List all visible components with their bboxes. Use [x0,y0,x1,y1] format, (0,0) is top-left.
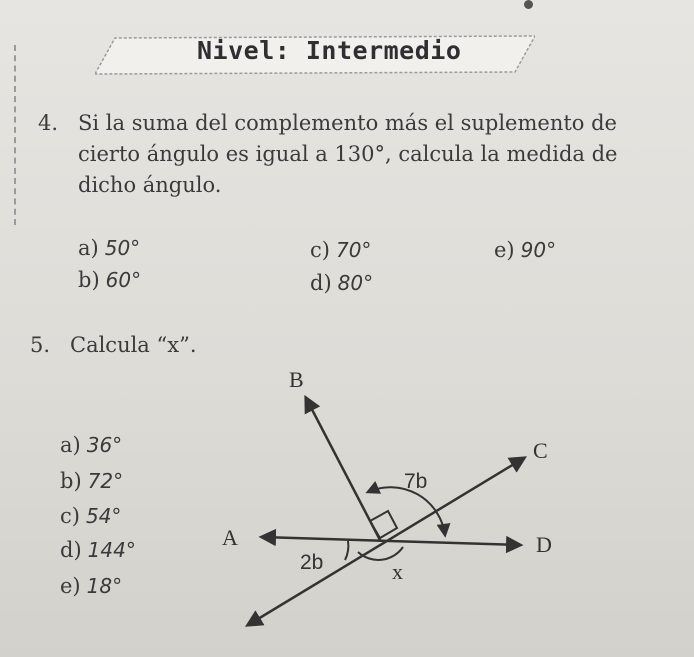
option-value: 144° [87,538,136,562]
option-value: 90° [520,238,557,262]
option-letter: e) [60,574,81,598]
option-value: 50° [104,236,141,260]
level-title: Nivel: Intermedio [197,36,462,65]
option-value: 54° [85,504,122,528]
arc-2b [345,541,348,560]
option-letter: d) [310,271,332,295]
option-value: 36° [86,433,123,457]
problem4-text-line1: Si la suma del complemento más el suplemento de [78,111,617,135]
right-angle-mark [370,511,397,538]
problem4-text-line2: cierto ángulo es igual a 130°, calcula la medida de [78,142,618,166]
option-letter: b) [60,469,82,493]
option-letter: e) [494,238,515,262]
problem5-number: 5. [30,333,51,357]
label-angle-x: x [392,559,403,584]
problem4-text-line3: dicho ángulo. [78,173,222,197]
label-point-c: C [533,438,548,463]
ray-ob [306,398,380,540]
option-value: 80° [337,271,374,295]
problem5-text: Calcula “x”. [70,333,197,357]
option-letter: a) [60,433,81,457]
option-value: 70° [335,238,372,262]
label-point-a: A [222,525,238,550]
option-value: 72° [87,469,124,493]
option-letter: c) [60,504,80,528]
line-c-oblique [248,458,524,625]
label-point-d: D [536,532,552,557]
option-letter: b) [78,268,100,292]
option-letter: d) [60,538,82,562]
problem4-number: 4. [38,111,59,135]
option-letter: a) [78,236,99,260]
label-point-b: B [289,367,304,392]
label-angle-2b: 2b [300,551,324,574]
option-letter: c) [310,238,330,262]
option-value: 60° [105,268,142,292]
option-value: 18° [86,574,123,598]
label-angle-7b: 7b [404,470,428,493]
